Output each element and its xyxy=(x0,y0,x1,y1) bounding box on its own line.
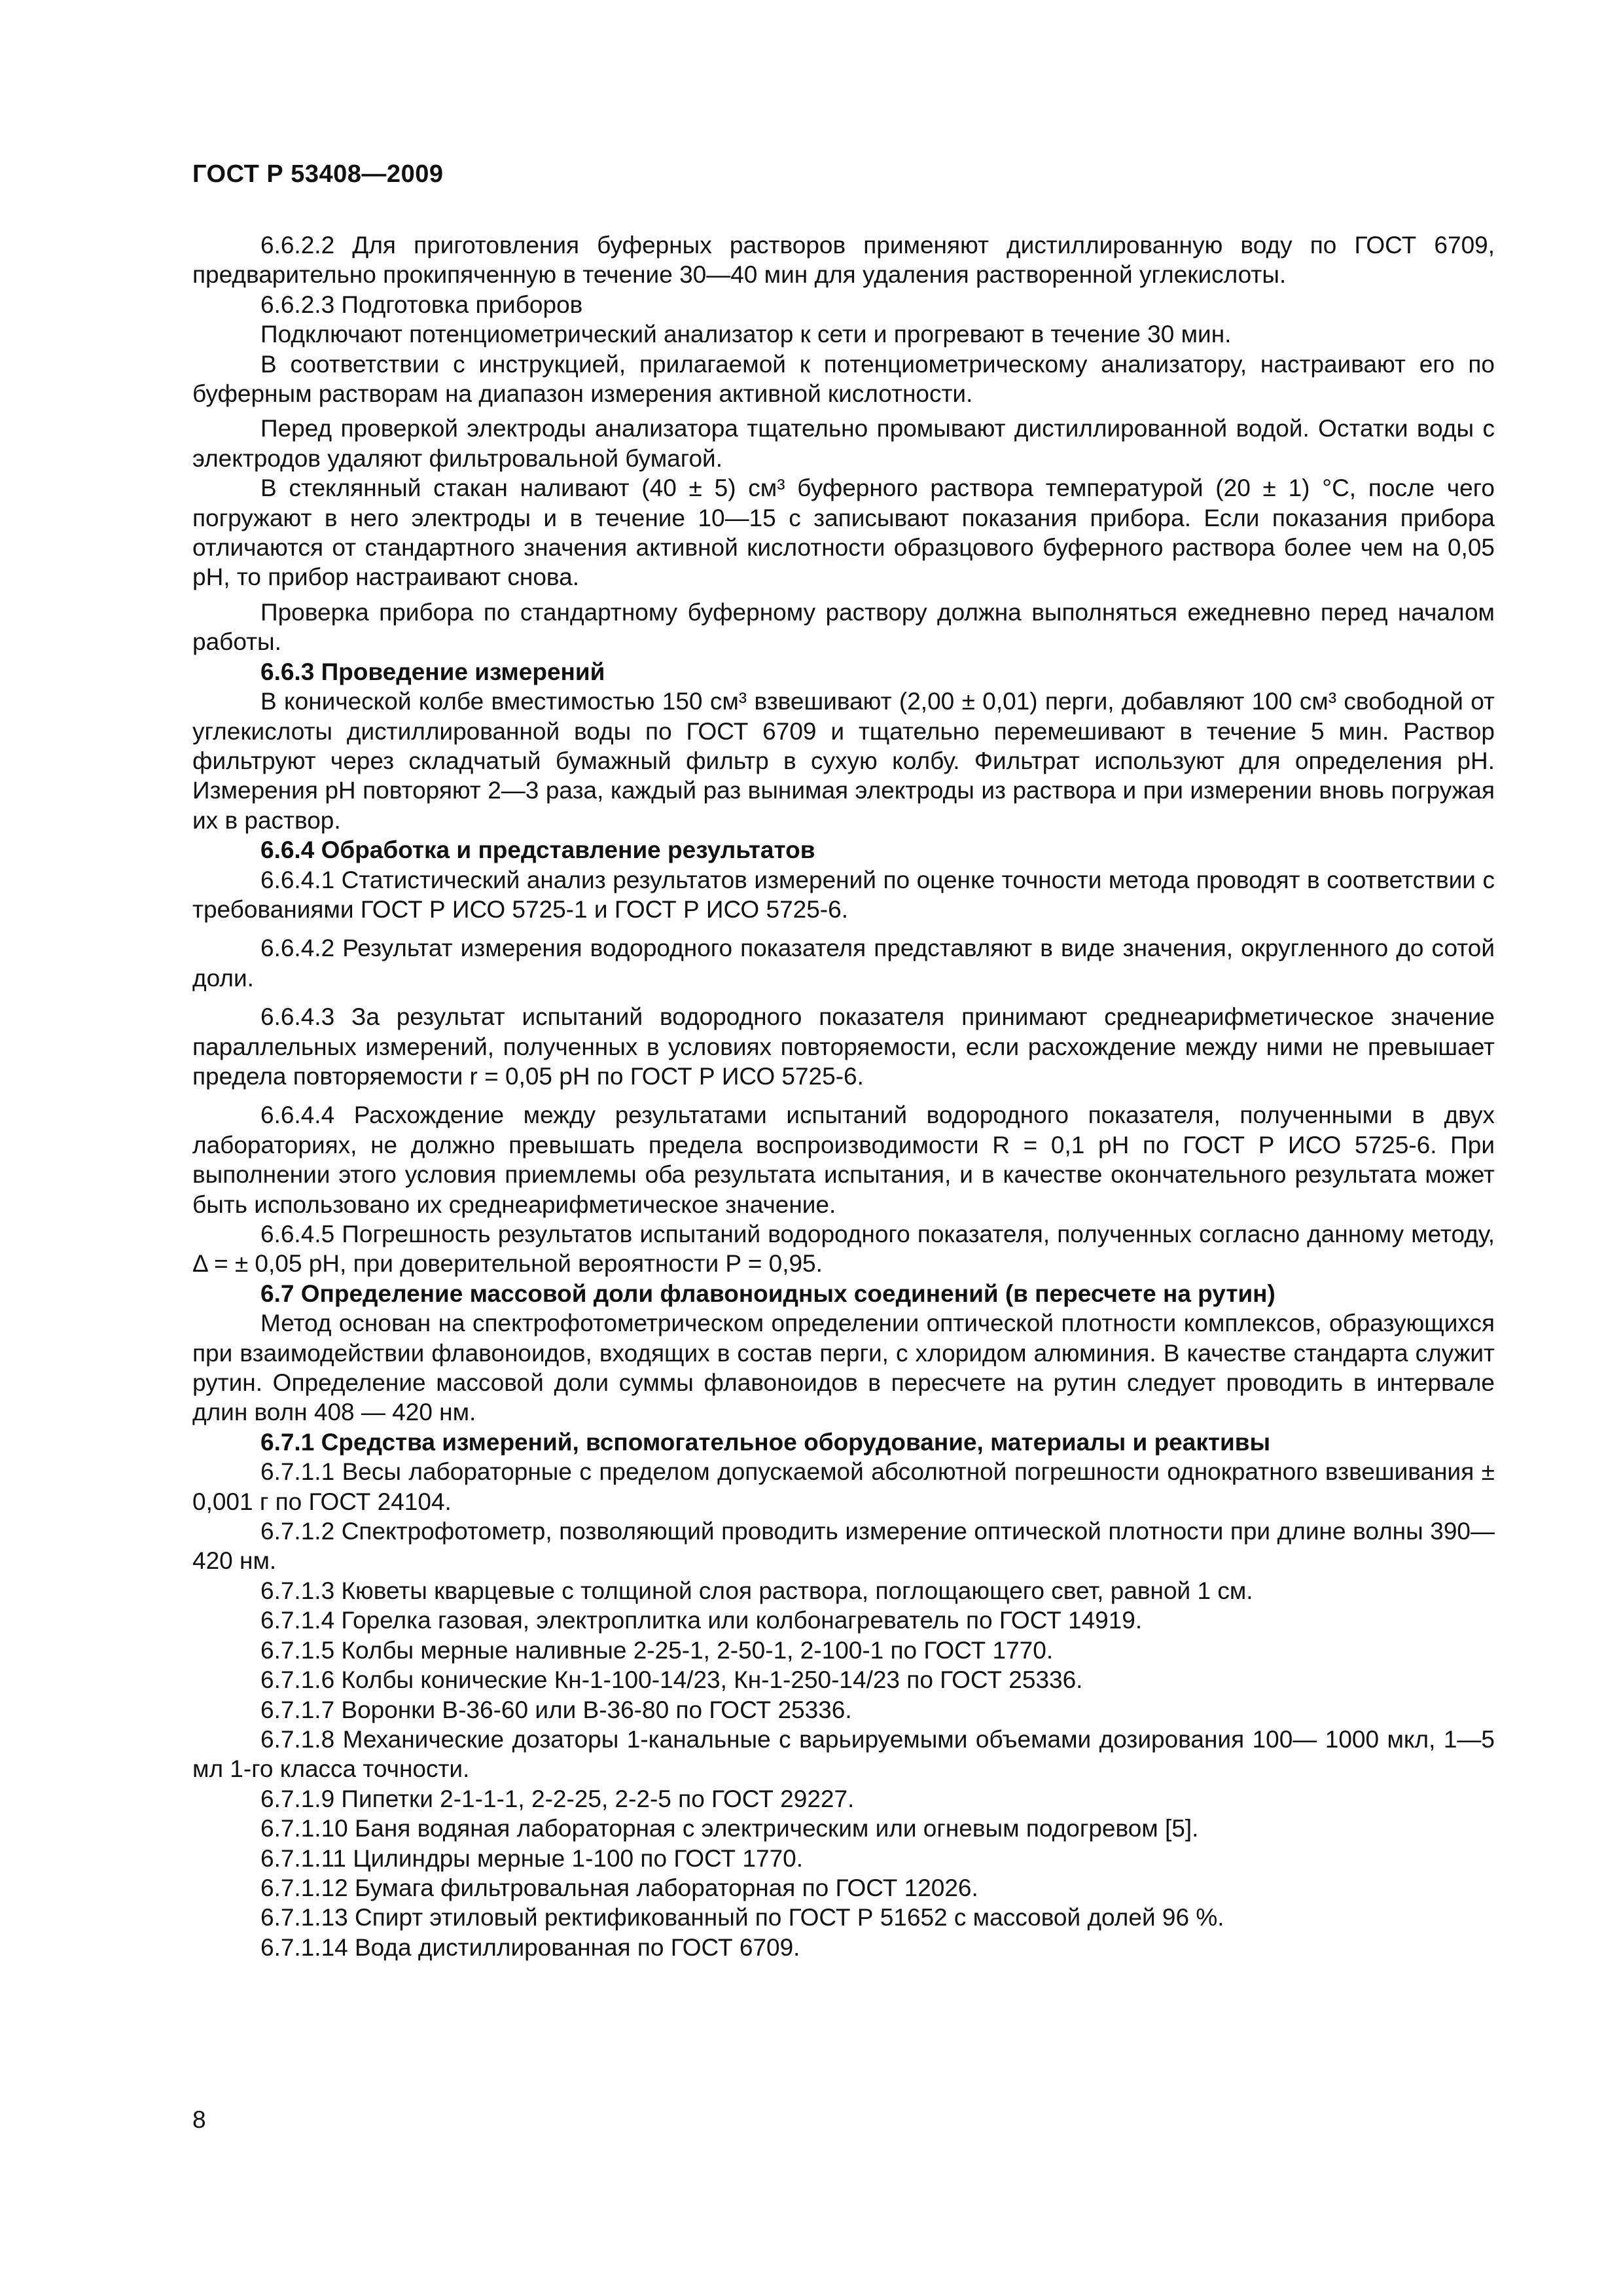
list-item: 6.7.1.2 Спектрофотометр, позволяющий проводить измерение оптической плотности при длине волны 390—420 нм. xyxy=(192,1518,1495,1575)
paragraph-6-6-2-2: 6.6.2.2 Для приготовления буферных растворов применяют дистиллированную воду по ГОСТ 6709, предварительно прокипяченную в течение 30—40 мин для удаления растворенной углекислоты. xyxy=(192,232,1495,289)
list-item: 6.7.1.14 Вода дистиллированная по ГОСТ 6709. xyxy=(260,1933,800,1961)
paragraph-6-6-4-2: 6.6.4.2 Результат измерения водородного показателя представляют в виде значения, округленного до сотой доли. xyxy=(192,935,1495,992)
list-item: 6.7.1.1 Весы лабораторные с пределом допускаемой абсолютной погрешности однократного взвешивания ± 0,001 г по ГОСТ 24104. xyxy=(192,1458,1495,1515)
list-item: 6.7.1.13 Спирт этиловый ректификованный по ГОСТ Р 51652 с массовой долей 96 %. xyxy=(260,1904,1224,1931)
paragraph: Метод основан на спектрофотометрическом определении оптической плотности комплексов, образующихся при взаимодействии флавоноидов, входящих в состав перги, с хлоридом алюминия. В качестве стандарта служит рутин. Определение массовой доли суммы флавоноидов в пересчете на рутин следует проводить в интервале длин волн 408 — 420 нм. xyxy=(192,1310,1495,1426)
paragraph: Подключают потенциометрический анализатор к сети и прогревают в течение 30 мин. xyxy=(260,321,1232,348)
paragraph-6-6-4-3: 6.6.4.3 За результат испытаний водородного показателя принимают среднеарифметическое значение параллельных измерений, полученных в условиях повторяемости, если расхождение между ними не превышает предела повторяемости r = 0,05 pH по ГОСТ Р ИСО 5725-6. xyxy=(192,1003,1495,1090)
section-heading-6-6-4: 6.6.4 Обработка и представление результатов xyxy=(260,836,815,864)
paragraph-6-6-4-4: 6.6.4.4 Расхождение между результатами испытаний водородного показателя, полученными в двух лабораториях, не должно превышать предела воспроизводимости R = 0,1 pH по ГОСТ Р ИСО 5725-6. При выполнении этого условия приемлемы оба результата испытания, и в качестве окончательного результата может быть использовано их среднеарифметическое значение. xyxy=(192,1102,1495,1218)
list-item: 6.7.1.7 Воронки В-36-60 или В-36-80 по ГОСТ 25336. xyxy=(260,1696,852,1723)
list-item: 6.7.1.9 Пипетки 2-1-1-1, 2-2-25, 2-2-5 по ГОСТ 29227. xyxy=(260,1785,855,1812)
list-item: 6.7.1.6 Колбы конические Кн-1-100-14/23, Кн-1-250-14/23 по ГОСТ 25336. xyxy=(260,1666,1083,1694)
paragraph-6-6-4-1: 6.6.4.1 Статистический анализ результатов измерений по оценке точности метода проводят в соответствии с требованиями ГОСТ Р ИСО 5725-1 и ГОСТ Р ИСО 5725-6. xyxy=(192,866,1495,923)
list-item: 6.7.1.5 Колбы мерные наливные 2-25-1, 2-50-1, 2-100-1 по ГОСТ 1770. xyxy=(260,1636,1054,1664)
document-header: ГОСТ Р 53408—2009 xyxy=(192,160,444,188)
list-item: 6.7.1.10 Баня водяная лабораторная с электрическим или огневым подогревом [5]. xyxy=(260,1815,1199,1842)
document-body xyxy=(192,230,1495,1962)
section-heading-6-7: 6.7 Определение массовой доли флавоноидных соединений (в пересчете на рутин) xyxy=(260,1280,1275,1307)
page-number: 8 xyxy=(192,2106,206,2133)
paragraph: В соответствии с инструкцией, прилагаемой к потенциометрическому анализатору, настраивают его по буферным растворам на диапазон измерения активной кислотности. xyxy=(192,350,1495,408)
paragraph: В стеклянный стакан наливают (40 ± 5) см³ буферного раствора температурой (20 ± 1) °С, после чего погружают в него электроды и в течение 10—15 с записывают показания прибора. Если показания прибора отличаются от стандартного значения активной кислотности образцового буферного раствора более чем на 0,05 рН, то прибор настраивают снова. xyxy=(192,475,1495,591)
paragraph: Перед проверкой электроды анализатора тщательно промывают дистиллированной водой. Остатки воды с электродов удаляют фильтровальной бумагой. xyxy=(192,415,1495,472)
list-item: 6.7.1.11 Цилиндры мерные 1-100 по ГОСТ 1770. xyxy=(260,1844,804,1872)
paragraph-6-6-4-5: 6.6.4.5 Погрешность результатов испытаний водородного показателя, полученных согласно данному методу, Δ = ± 0,05 pH, при доверительной вероятности P = 0,95. xyxy=(192,1221,1495,1278)
section-heading-6-7-1: 6.7.1 Средства измерений, вспомогательное оборудование, материалы и реактивы xyxy=(260,1428,1271,1456)
paragraph: В конической колбе вместимостью 150 см³ взвешивают (2,00 ± 0,01) перги, добавляют 100 см³ свободной от углекислоты дистиллированной воды по ГОСТ 6709 и тщательно перемешивают в течение 5 мин. Раствор фильтруют через складчатый бумажный фильтр в сухую колбу. Фильтрат используют для определения рН. Измерения рН повторяют 2—3 раза, каждый раз вынимая электроды из раствора и при измерении вновь погружая их в раствор. xyxy=(192,688,1495,834)
list-item: 6.7.1.3 Кюветы кварцевые с толщиной слоя раствора, поглощающего свет, равной 1 см. xyxy=(260,1577,1253,1604)
list-item: 6.7.1.4 Горелка газовая, электроплитка или колбонагреватель по ГОСТ 14919. xyxy=(260,1607,1143,1634)
paragraph-6-6-2-3: 6.6.2.3 Подготовка приборов xyxy=(260,291,583,318)
list-item: 6.7.1.12 Бумага фильтровальная лабораторная по ГОСТ 12026. xyxy=(260,1874,978,1901)
list-item: 6.7.1.8 Механические дозаторы 1-канальные с варьируемыми объемами дозирования 100— 1000 мкл, 1—5 мл 1-го класса точности. xyxy=(192,1725,1495,1783)
paragraph: Проверка прибора по стандартному буферному раствору должна выполняться ежедневно перед началом работы. xyxy=(192,598,1495,656)
section-heading-6-6-3: 6.6.3 Проведение измерений xyxy=(260,658,605,685)
